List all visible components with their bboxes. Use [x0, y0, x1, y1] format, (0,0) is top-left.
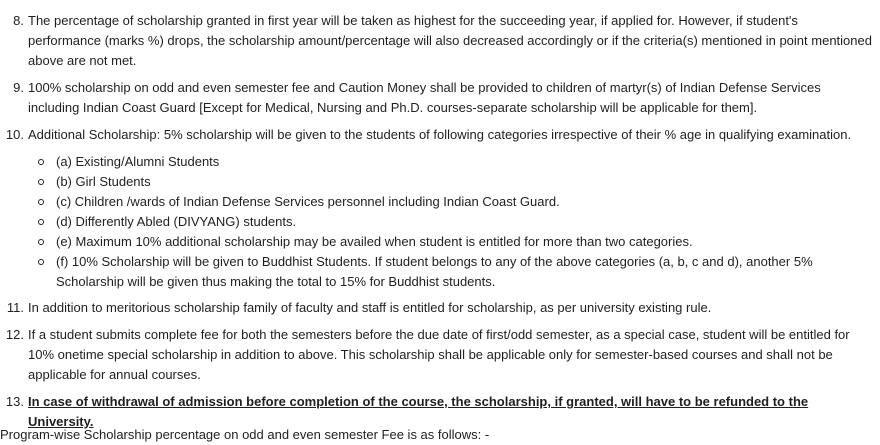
list-number: 8.: [13, 13, 24, 28]
category-text: (e) Maximum 10% additional scholarship may be availed when student is entitled for more than two categories.: [56, 234, 693, 249]
list-number: 12.: [5, 327, 24, 342]
bullet-icon: [38, 239, 44, 245]
footer-text: Program-wise Scholarship percentage on odd and even semester Fee is as follows: -: [0, 427, 490, 442]
list-number: 11.: [6, 300, 24, 315]
list-text: If a student submits complete fee for both the semesters before the due date of first/odd semester, as a special case, student will be entitled for 10% onetime special scholarship in addition to above. This scholarship shall be applicable only for semester-based courses and shall not be applicable for annual courses.: [28, 327, 850, 382]
bullet-icon: [38, 259, 44, 265]
bullet-icon: [38, 159, 44, 165]
bullet-icon: [38, 179, 44, 185]
list-text: The percentage of scholarship granted in first year will be taken as highest for the succeeding year, if applied for. However, if student's performance (marks %) drops, the scholarship amount/percentage will also decreased accordingly or if the criteria(s) mentioned in point mentioned above are not met.: [28, 13, 872, 68]
bullet-icon: [38, 219, 44, 225]
category-text: (d) Differently Abled (DIVYANG) students.: [56, 214, 297, 229]
list-text: Additional Scholarship: 5% scholarship will be given to the students of following categories irrespective of their % age in qualifying examination.: [28, 127, 852, 142]
list-text: 100% scholarship on odd and even semester fee and Caution Money shall be provided to children of martyr(s) of Indian Defense Services including Indian Coast Guard [Except for Medical, Nursing and Ph.D. courses-separate scholarship will be applicable for them].: [28, 80, 821, 115]
list-number: 9.: [13, 80, 24, 95]
list-number: 10.: [5, 127, 24, 142]
bullet-icon: [38, 199, 44, 205]
category-text: (a) Existing/Alumni Students: [56, 154, 220, 169]
category-text: (b) Girl Students: [56, 174, 151, 189]
category-text: (c) Children /wards of Indian Defense Services personnel including Indian Coast Guard.: [56, 194, 560, 209]
list-number: 13.: [5, 394, 24, 409]
list-text: In addition to meritorious scholarship family of faculty and staff is entitled for scholarship, as per university existing rule.: [28, 300, 712, 315]
list-text: In case of withdrawal of admission before completion of the course, the scholarship, if granted, will have to be refunded to the University.: [28, 394, 809, 429]
category-text: (f) 10% Scholarship will be given to Buddhist Students. If student belongs to any of the above categories (a, b, c and d), another 5% Scholarship will be given thus making the total to 15% for Buddhist students.: [56, 254, 813, 289]
